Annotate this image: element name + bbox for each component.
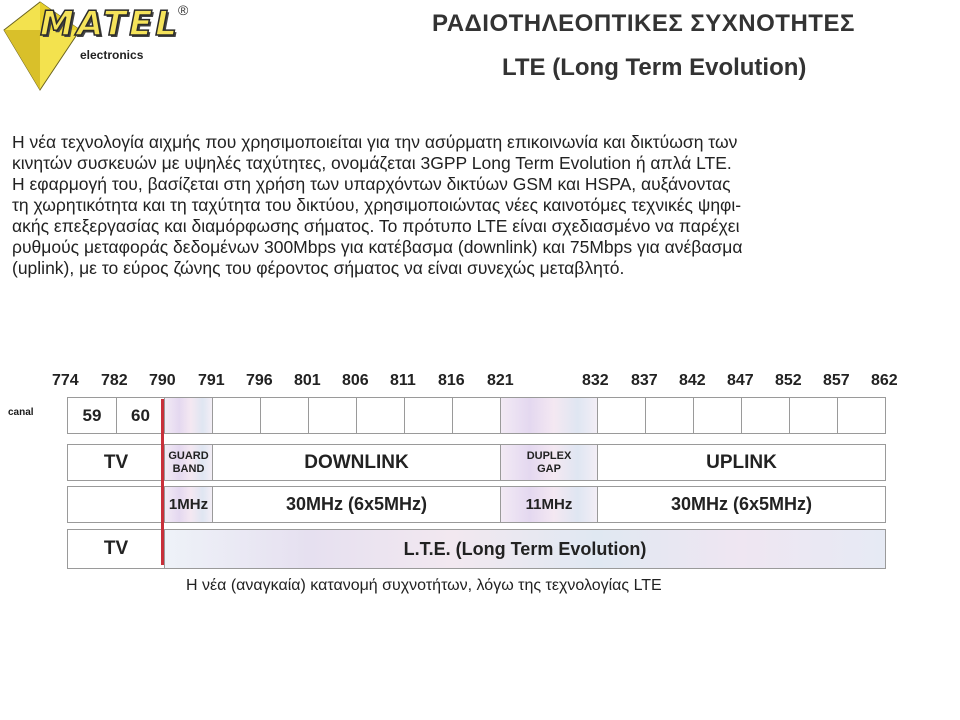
paragraph-line: Η νέα τεχνολογία αιχμής που χρησιμοποιείται για την ασύρματη επικοινωνία και δικτύωση των (12, 132, 738, 152)
channel-row (67, 397, 886, 434)
tv-width-cell (68, 487, 165, 522)
downlink-band: DOWNLINK (213, 445, 501, 480)
lte-allocation: L.T.E. (Long Term Evolution) (165, 530, 885, 568)
page-subtitle: LTE (Long Term Evolution) (502, 54, 807, 81)
guard-band-label: GUARD (168, 449, 209, 462)
frequency-tick: 796 (246, 372, 273, 389)
paragraph-line: ρυθμούς μεταφοράς δεδομένων 300Mbps για κατέβασμα (downlink) και 75Mbps για ανέβασμα (12, 237, 743, 257)
frequency-tick: 847 (727, 372, 754, 389)
frequency-tick: 806 (342, 372, 369, 389)
uplink-width: 30MHz (6x5MHz) (670, 494, 813, 514)
logo-brand: MATEL (40, 4, 180, 44)
channel-cell (646, 398, 694, 433)
canal-label: canal (8, 407, 34, 418)
paragraph-line: Η εφαρμογή του, βασίζεται στη χρήση των υπαρχόντων δικτύων GSM και HSPA, αυξάνοντας (12, 174, 731, 194)
frequency-tick: 774 (52, 372, 79, 389)
paragraph-line: κινητών συσκευών με υψηλές ταχύτητες, ονομάζεται 3GPP Long Term Evolution ή απλά LTE. (12, 153, 732, 173)
guard-band-label: BAND (172, 462, 205, 475)
logo-subtitle: electronics (80, 48, 144, 62)
channel-60: 60 (117, 398, 165, 433)
paragraph-line: ακής επεξεργασίας και διαμόρφωσης σήματος. Το πρότυπο LTE είναι σχεδιασμένο να παρέχει (12, 216, 740, 236)
frequency-tick: 791 (198, 372, 225, 389)
channel-cell (694, 398, 742, 433)
frequency-tick: 811 (390, 372, 416, 389)
duplex-gap (501, 445, 598, 480)
channel-cell (838, 398, 885, 433)
duplex-gap-label: GAP (537, 462, 561, 475)
channel-cell (357, 398, 405, 433)
frequency-tick: 842 (679, 372, 706, 389)
tv-allocation: TV (68, 530, 165, 568)
channel-cell (453, 398, 501, 433)
frequency-tick: 801 (294, 372, 321, 389)
channel-cell (790, 398, 838, 433)
page-title: ΡΑΔΙΟΤΗΛΕΟΠΤΙΚΕΣ ΣΥΧΝΟΤΗΤΕΣ (432, 10, 855, 37)
guard-band (165, 445, 213, 480)
duplex-gap-label: DUPLEX (526, 449, 572, 462)
intro-paragraph (12, 132, 952, 279)
frequency-tick: 852 (775, 372, 802, 389)
allocation-row (67, 529, 886, 569)
channel-cell (213, 398, 261, 433)
tv-band: TV (68, 445, 165, 480)
gap-cell (501, 398, 598, 433)
paragraph-line: τη χωρητικότητα και τη ταχύτητα του δικτύου, χρησιμοποιώντας νέες καινοτόμες τεχνικές ψηφι- (12, 195, 742, 215)
frequency-tick: 782 (101, 372, 128, 389)
gap-width: 11MHz (501, 487, 598, 522)
tv-lte-boundary-line (161, 399, 164, 565)
frequency-allocation-diagram (0, 365, 960, 605)
channel-59: 59 (68, 398, 117, 433)
frequency-tick: 790 (149, 372, 176, 389)
channel-cell (742, 398, 790, 433)
channel-cell (598, 398, 646, 433)
matel-logo (0, 0, 210, 92)
channel-cell (261, 398, 309, 433)
frequency-tick: 816 (438, 372, 465, 389)
logo-registered-mark: ® (178, 2, 189, 18)
guard-cell (165, 398, 213, 433)
uplink-band: UPLINK (706, 451, 777, 473)
channel-cell (405, 398, 453, 433)
frequency-tick: 821 (487, 372, 514, 389)
band-row (67, 444, 886, 481)
frequency-tick: 837 (631, 372, 658, 389)
channel-cell (309, 398, 357, 433)
frequency-tick: 857 (823, 372, 850, 389)
guard-width: 1MHz (165, 487, 213, 522)
diagram-caption: Η νέα (αναγκαία) κατανομή συχνοτήτων, λόγω της τεχνολογίας LTE (186, 577, 662, 594)
bandwidth-row (67, 486, 886, 523)
paragraph-line: (uplink), με το εύρος ζώνης του φέροντος σήματος να είναι συνεχώς μεταβλητό. (12, 258, 625, 278)
downlink-width: 30MHz (6x5MHz) (213, 487, 501, 522)
frequency-tick: 862 (871, 372, 898, 389)
frequency-tick: 832 (582, 372, 609, 389)
